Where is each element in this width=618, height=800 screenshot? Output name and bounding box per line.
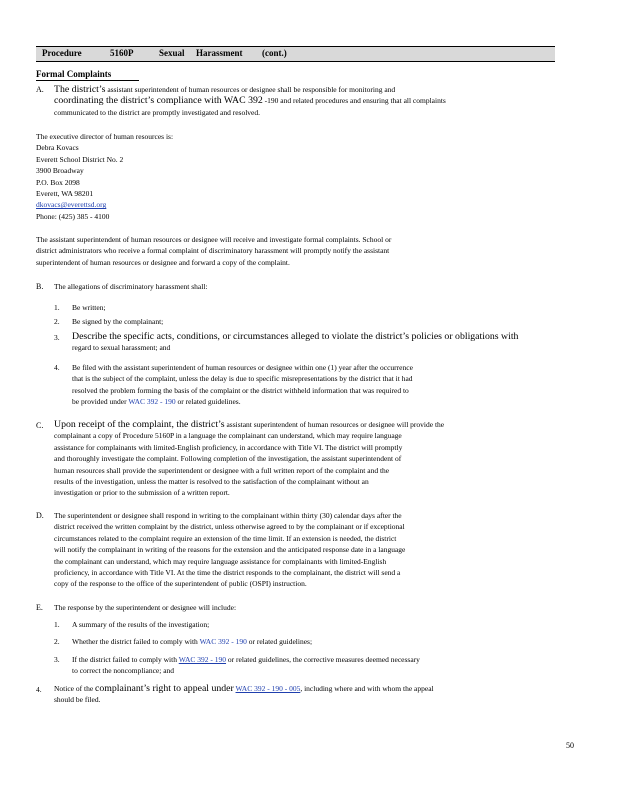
section-c-big: Upon receipt of the complaint, the district’s	[54, 419, 225, 430]
e-item-text: A summary of the results of the investigation;	[72, 620, 210, 629]
contact-block	[36, 131, 336, 222]
contact-phone: Phone: (425) 385 - 4100	[36, 211, 110, 221]
section-d-line: The superintendent or designee shall respond in writing to the complainant within thirty (30) calendar days after the	[54, 511, 402, 520]
header-sexual: Sexual	[159, 48, 185, 58]
section-c-line: assistance for complainants with limited-English proficiency, in accordance with Title VI. The district will promptly	[54, 442, 403, 452]
section-d-line: district received the written complaint by the district, unless otherwise agreed to by the complainant or if exceptional	[54, 522, 405, 532]
section-a-big: coordinating the district’s compliance with WAC 392	[54, 95, 263, 107]
wac-link[interactable]: WAC 392 - 190	[178, 655, 227, 664]
b-item-4-line: Be filed with the assistant superintendent of human resources or designee within one (1) year after the occurrence	[72, 363, 413, 372]
b-item-4	[72, 362, 562, 408]
section-a-line1: assistant superintendent of human resources or designee shall be responsible for monitoring and	[107, 85, 396, 94]
e-item-4-line2: should be filed.	[54, 695, 101, 705]
assistant-line: The assistant superintendent of human resources or designee will receive and investigate formal complaints. School or	[36, 235, 392, 244]
b-item-text: Be signed by the complainant;	[72, 317, 164, 326]
b-item-num: 3.	[54, 333, 60, 342]
section-c-line1: assistant superintendent of human resources or designee will provide the	[226, 420, 445, 429]
contact-city: Everett, WA 98201	[36, 189, 94, 199]
section-d-line: circumstances related to the complaint require an extension of the time limit. If an extension is needed, the district	[54, 533, 397, 543]
section-c-line: and thoroughly investigate the complaint. Following completion of the investigation, the assistant superintendent of	[54, 454, 402, 464]
b-item-num: 4.	[54, 363, 60, 372]
e-item-4	[54, 683, 559, 706]
section-d-line: copy of the response to the office of the superintendent of public (OSPI) instruction.	[54, 579, 307, 589]
b-item-num: 1.	[54, 303, 60, 312]
e-item-4-big: complainant’s right to appeal under	[95, 683, 234, 694]
e-item-4-pre: Notice of the	[54, 684, 94, 693]
e-item-2-pre: Whether the district failed to comply with	[72, 637, 198, 646]
contact-po: P.O. Box 2098	[36, 177, 80, 187]
section-a-label: A.	[36, 85, 44, 94]
section-d-line: will notify the complainant in writing of the reasons for the extension and the anticipated response date in a language	[54, 545, 406, 555]
section-a-lead: The district’s	[54, 84, 106, 95]
e-item-num: 2.	[54, 637, 60, 646]
b-item-text: Be written;	[72, 303, 106, 312]
section-a-line2: -190 and related procedures and ensuring that all complaints	[264, 96, 446, 106]
e-item-2	[72, 636, 552, 647]
e-item-3-post: or related guidelines, the corrective measures deemed necessary	[227, 655, 420, 664]
e-item-2-post: or related guidelines;	[248, 637, 313, 646]
section-c-line: investigation or prior to the submission of a written report.	[54, 488, 230, 498]
section-d-line: the complainant can understand, which may require language assistance for complainants with limited-English	[54, 556, 387, 566]
section-a-text	[54, 84, 554, 118]
b-item-num: 2.	[54, 317, 60, 326]
wac-link[interactable]: WAC 392 - 190	[199, 637, 247, 646]
header-procedure: Procedure	[42, 48, 82, 58]
section-c-line: complainant a copy of Procedure 5160P in a language the complainant can understand, which may require language	[54, 431, 402, 441]
section-b-intro: The allegations of discriminatory harassment shall:	[54, 282, 208, 291]
section-d-label: D.	[36, 511, 44, 520]
e-item-3-pre: If the district failed to comply with	[72, 655, 177, 664]
assistant-paragraph	[36, 234, 556, 268]
header-number: 5160P	[110, 48, 134, 58]
contact-org: Everett School District No. 2	[36, 154, 124, 164]
e-item-num: 3.	[54, 655, 60, 664]
b-item-4-pre: be provided under	[72, 397, 127, 407]
b-item-3-big: Describe the specific acts, conditions, or circumstances alleged to violate the district’s policies or obligations with	[72, 331, 519, 342]
section-a-line3: communicated to the district are promptly investigated and resolved.	[54, 107, 260, 117]
wac-link[interactable]: WAC 392 - 190 - 005	[235, 684, 301, 693]
section-c-text	[54, 419, 559, 499]
header-cont: (cont.)	[262, 48, 287, 58]
b-item-3	[72, 331, 552, 354]
procedure-header-bar	[36, 46, 555, 62]
section-c-label: C.	[36, 421, 44, 430]
e-item-3	[72, 654, 557, 677]
section-e-intro: The response by the superintendent or designee will include:	[54, 603, 237, 612]
section-d-line: proficiency, in accordance with Title VI. At the time the district responds to the complainant, the district will send a	[54, 568, 401, 578]
contact-email-link[interactable]: dkovacs@everettsd.org	[36, 200, 107, 210]
section-c-line: results of the investigation, unless the matter is resolved to the satisfaction of the complainant without an	[54, 477, 369, 487]
section-e-label: E.	[36, 603, 43, 612]
b-item-3-line2: regard to sexual harassment; and	[72, 343, 171, 353]
assistant-line: superintendent of human resources or designee and forward a copy of the complaint.	[36, 257, 290, 267]
page-number: 50	[566, 741, 574, 750]
b-item-4-line: that is the subject of the complaint, unless the delay is due to specific misrepresentations by the district that it had	[72, 374, 413, 384]
b-item-4-post: or related guidelines.	[177, 397, 241, 407]
wac-link[interactable]: WAC 392 - 190	[128, 397, 176, 407]
section-d-text	[54, 510, 559, 590]
contact-name: Debra Kovacs	[36, 143, 79, 153]
section-c-line: human resources shall provide the superintendent or designee with a full written report of the complaint and the	[54, 465, 390, 475]
e-item-4-post: , including where and with whom the appeal	[300, 684, 434, 693]
b-item-4-line: resolved the problem forming the basis of the complaint or the district withheld information that was required to	[72, 385, 409, 395]
header-harassment: Harassment	[196, 48, 243, 58]
e-item-3-line2: to correct the noncompliance; and	[72, 666, 175, 676]
e-item-num: 1.	[54, 620, 60, 629]
section-b-label: B.	[36, 282, 44, 291]
formal-complaints-heading: Formal Complaints	[36, 68, 139, 81]
contact-title: The executive director of human resources is:	[36, 132, 174, 141]
contact-street: 3900 Broadway	[36, 166, 84, 176]
e-item-num: 4.	[36, 685, 42, 694]
assistant-line: district administrators who receive a formal complaint of discriminatory harassment will promptly notify the assistant	[36, 246, 390, 256]
